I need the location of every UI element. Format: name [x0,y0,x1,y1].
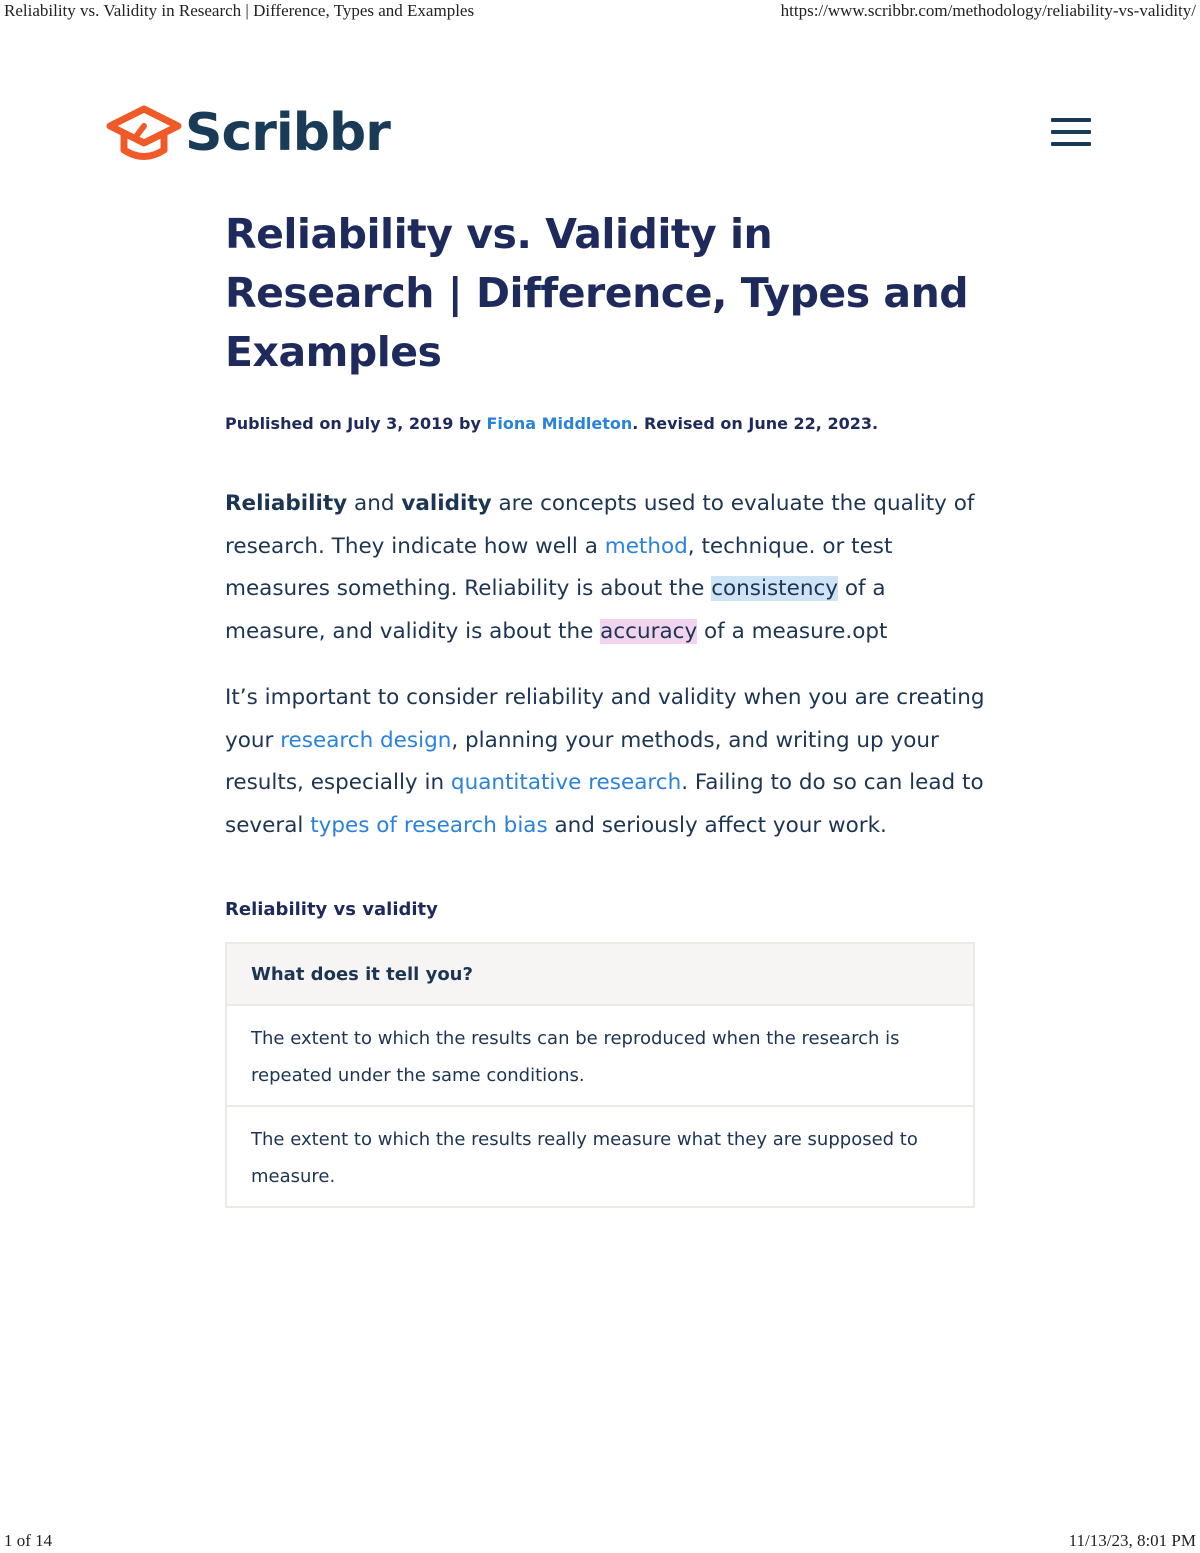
second-paragraph: It’s important to consider reliability and validity when you are creating your research design, planning your methods, and writing up your results, especially in quantitative research. Failing to do so can lead to several types of research bias and seriously affect your work. [225,685,985,838]
term-reliability: Reliability [225,491,348,516]
scribbr-logo[interactable] [105,100,390,166]
comparison-table [225,942,975,1208]
print-header [0,0,1200,22]
print-url: https://www.scribbr.com/methodology/reliability-vs-validity/ [780,1,1196,20]
published-date: Published on July 3, 2019 by [225,414,487,433]
site-header [105,100,1095,175]
article [225,205,985,1208]
link-types-of-research-bias[interactable]: types of research bias [310,812,548,838]
term-validity: validity [401,491,492,516]
hamburger-menu-icon[interactable] [1051,118,1091,152]
table-row: The extent to which the results can be reproduced when the research is repeated under the same conditions. [227,1004,973,1105]
author-link[interactable]: Fiona Middleton [486,414,633,433]
graduation-cap-logo-icon [105,100,183,166]
link-research-design[interactable]: research design [280,727,452,753]
article-meta [225,414,985,433]
print-page-title: Reliability vs. Validity in Research | Difference, Types and Examples [4,1,475,20]
print-footer [0,1530,1200,1552]
link-quantitative-research[interactable]: quantitative research [450,770,682,795]
highlight-accuracy[interactable]: accuracy [600,618,698,644]
revised-date: . Revised on June 22, 2023. [632,414,879,433]
intro-paragraph: Reliability and validity are concepts used to evaluate the quality of research. They indicate how well a method, technique. or test measures something. Reliability is about the consistency of a measure, and validity is about the accuracy of a measure.opt [225,491,975,644]
highlight-consistency[interactable]: consistency [711,576,838,601]
table-caption: Reliability vs validity [225,899,438,920]
page-number: 1 of 14 [4,1531,53,1550]
page-title: Reliability vs. Validity in Research | Difference, Types and Examples [225,210,969,376]
link-method[interactable]: method [604,533,688,559]
print-datetime: 11/13/23, 8:01 PM [1068,1531,1196,1550]
table-row: The extent to which the results really measure what they are supposed to measure. [227,1105,973,1206]
logo-text: Scribbr [185,103,390,163]
table-header: What does it tell you? [227,944,973,1004]
